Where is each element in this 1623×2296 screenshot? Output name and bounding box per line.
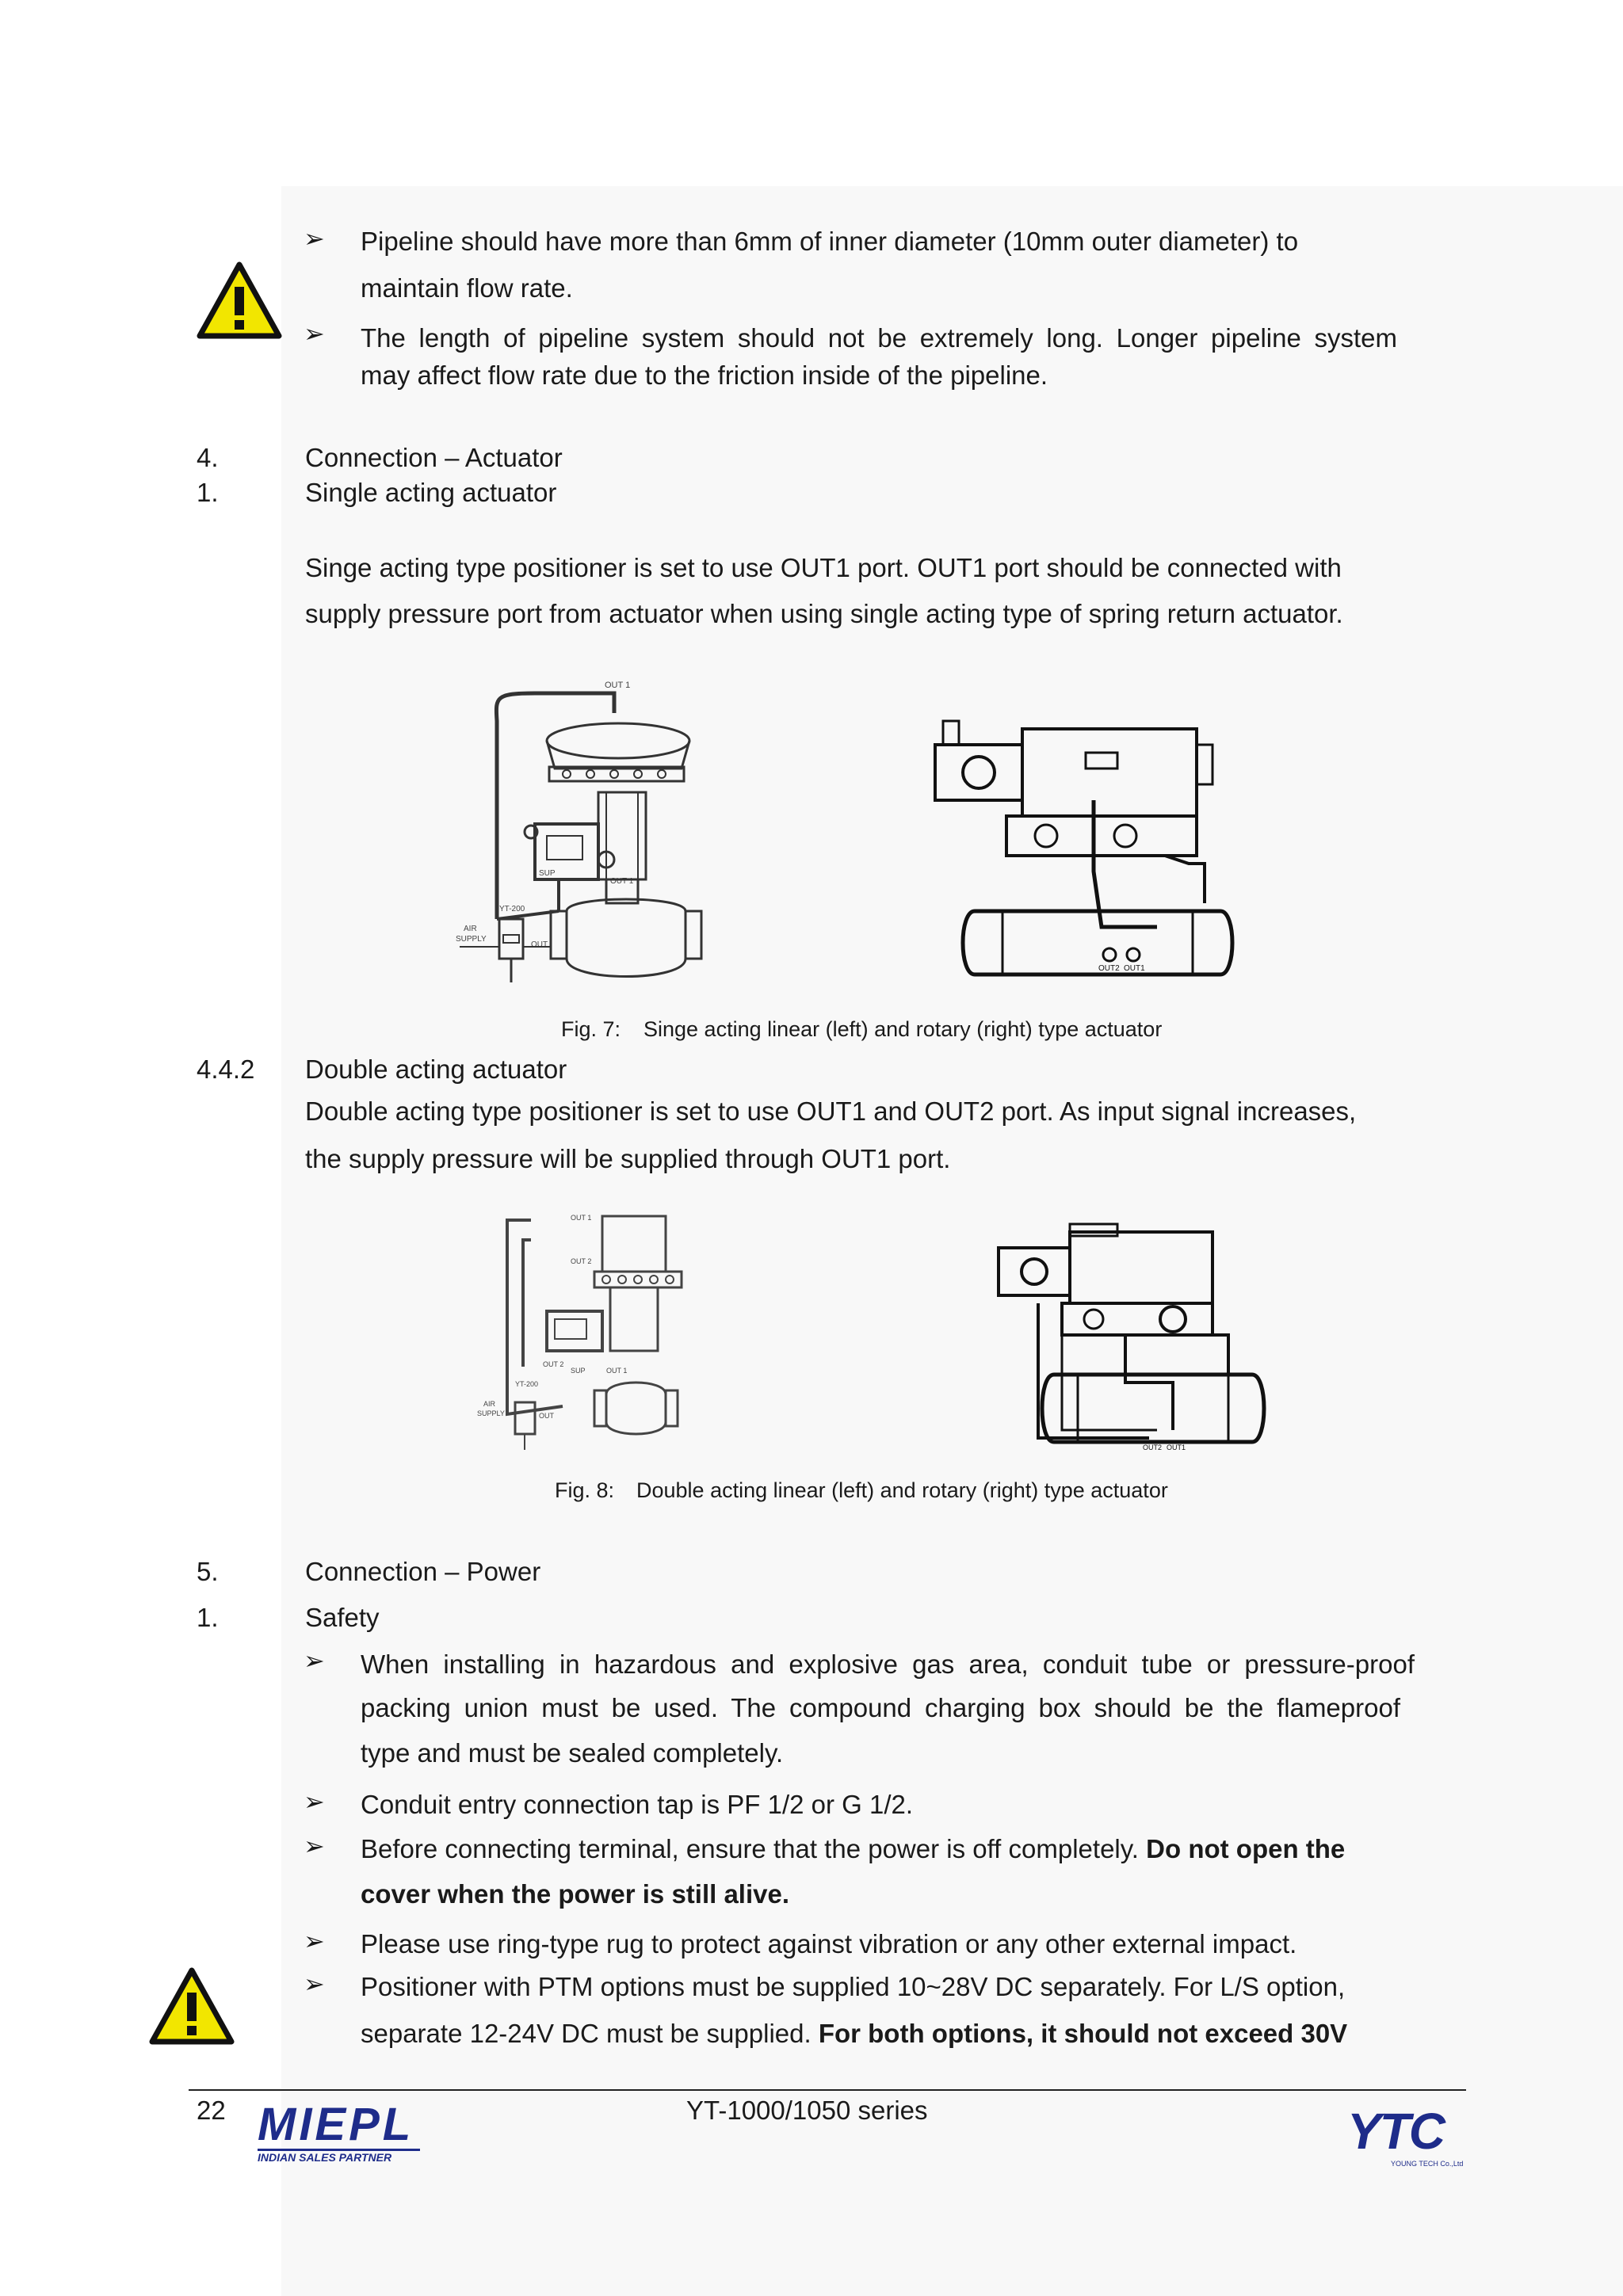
section-title: Connection – Actuator (305, 443, 563, 472)
fig8-label-out1b: OUT 1 (606, 1367, 628, 1375)
miepl-logo-text: MIEPL (258, 2099, 414, 2150)
bullet-arrow-icon: ➢ (304, 1927, 325, 1955)
warning-bullet-1-line1: Pipeline should have more than 6mm of inner diameter (10mm outer diameter) to (361, 227, 1299, 256)
safety-bullet-3-line1 (361, 1826, 1345, 1872)
linear-actuator-diagram (448, 673, 749, 998)
fig8-label-out: OUT (539, 1412, 554, 1420)
warning-icon (149, 1967, 235, 2046)
bullet-arrow-icon: ➢ (304, 1646, 325, 1675)
safety-bullet-1-line3: type and must be sealed completely. (361, 1738, 784, 1768)
fig8-label-out1: OUT 1 (571, 1214, 592, 1222)
double-linear-actuator-diagram (460, 1208, 697, 1462)
safety-bullet-5-line1: Positioner with PTM options must be supplied 10~28V DC separately. For L/S option, (361, 1972, 1346, 2001)
fig8-label-out2: OUT 2 (571, 1257, 592, 1265)
warning-icon (197, 261, 282, 341)
warning-bullet-2-line2: may affect flow rate due to the friction inside of the pipeline. (361, 360, 1048, 390)
section-title: Connection – Power (305, 1557, 541, 1586)
fig8-label-out1-right: OUT1 (1167, 1444, 1186, 1451)
safety-bullet-3-line2 (361, 1871, 789, 1917)
paragraph-line: supply pressure port from actuator when using single acting type of spring return actuator. (305, 599, 1343, 628)
miepl-logo (258, 2101, 428, 2164)
bullet-arrow-icon: ➢ (304, 1970, 325, 1998)
miepl-logo-sub: INDIAN SALES PARTNER (258, 2149, 420, 2164)
safety-bullet-4: Please use ring-type rug to protect against vibration or any other external impact. (361, 1929, 1297, 1958)
bullet-arrow-icon: ➢ (304, 224, 325, 253)
warning-bullet-2-line1: The length of pipeline system should not be extremely long. Longer pipeline system (361, 323, 1397, 353)
fig8-label-sup: SUP (571, 1367, 586, 1375)
double-rotary-actuator-diagram (991, 1216, 1276, 1454)
fig7-label-model: YT-200 (499, 905, 525, 913)
bullet-arrow-icon: ➢ (304, 319, 325, 348)
bullet-arrow-icon: ➢ (304, 1787, 325, 1816)
warning-bullet-1-line2: maintain flow rate. (361, 273, 573, 303)
section-number: 4.4.2 (197, 1055, 255, 1084)
safety-bullet-1-line2: packing union must be used. The compound charging box should be the flameproof (361, 1693, 1400, 1722)
ytc-logo-sub: YOUNG TECH Co.,Ltd (1391, 2160, 1464, 2168)
paragraph-line: Double acting type positioner is set to use OUT1 and OUT2 port. As input signal increases, (305, 1097, 1357, 1126)
fig7-label-out1: OUT 1 (610, 877, 634, 886)
subsection-title: Single acting actuator (305, 478, 557, 507)
section-title: Double acting actuator (305, 1055, 567, 1084)
bullet-arrow-icon: ➢ (304, 1832, 325, 1860)
safety-bullet-3-line2-bold: cover when the power is still alive. (361, 1879, 790, 1909)
fig8-label-air: AIR (483, 1400, 496, 1408)
subsection-title: Safety (305, 1603, 380, 1632)
safety-bullet-5-normal: separate 12-24V DC must be supplied. (361, 2019, 819, 2048)
section-number: 4. (197, 443, 219, 472)
fig7-label-sup: SUP (539, 869, 556, 878)
fig7-label: Fig. 7: (561, 1017, 621, 1041)
fig8-caption: Double acting linear (left) and rotary (right) type actuator (636, 1478, 1168, 1502)
footer-series-title: YT-1000/1050 series (686, 2096, 928, 2125)
rotary-actuator-diagram (927, 713, 1244, 982)
fig7-label-out1-top: OUT 1 (605, 681, 631, 690)
fig8-label-supply: SUPPLY (477, 1409, 505, 1417)
fig8-label-model: YT-200 (515, 1380, 539, 1388)
subsection-number: 1. (197, 478, 219, 507)
fig7-label-out: OUT (531, 940, 548, 949)
safety-bullet-5-line2 (361, 2011, 1347, 2057)
subsection-number: 1. (197, 1603, 219, 1632)
fig7-label-air: AIR (464, 925, 477, 933)
section-number: 5. (197, 1557, 219, 1586)
page-number: 22 (197, 2096, 226, 2125)
safety-bullet-5-bold: For both options, it should not exceed 30V (818, 2019, 1348, 2048)
fig7-label-supply: SUPPLY (456, 935, 487, 944)
safety-bullet-1-line1: When installing in hazardous and explosive gas area, conduit tube or pressure-proof (361, 1650, 1415, 1679)
fig8-label-out2-right: OUT2 (1143, 1444, 1163, 1451)
fig7-label-out2: OUT2 (1098, 964, 1120, 973)
fig8-label: Fig. 8: (555, 1478, 615, 1502)
ytc-logo-text: YTC (1347, 2103, 1444, 2160)
safety-bullet-3-bold: Do not open the (1146, 1834, 1346, 1863)
paragraph-line: the supply pressure will be supplied through OUT1 port. (305, 1144, 951, 1173)
safety-bullet-2: Conduit entry connection tap is PF 1/2 or G 1/2. (361, 1790, 914, 1819)
fig7-label-out1-right: OUT1 (1124, 964, 1145, 973)
paragraph-line: Singe acting type positioner is set to use OUT1 port. OUT1 port should be connected with (305, 553, 1342, 582)
ytc-logo (1347, 2103, 1474, 2179)
safety-bullet-3-normal: Before connecting terminal, ensure that the power is off completely. (361, 1834, 1147, 1863)
fig7-caption: Singe acting linear (left) and rotary (right) type actuator (643, 1017, 1163, 1041)
fig8-label-out2b: OUT 2 (543, 1360, 564, 1368)
